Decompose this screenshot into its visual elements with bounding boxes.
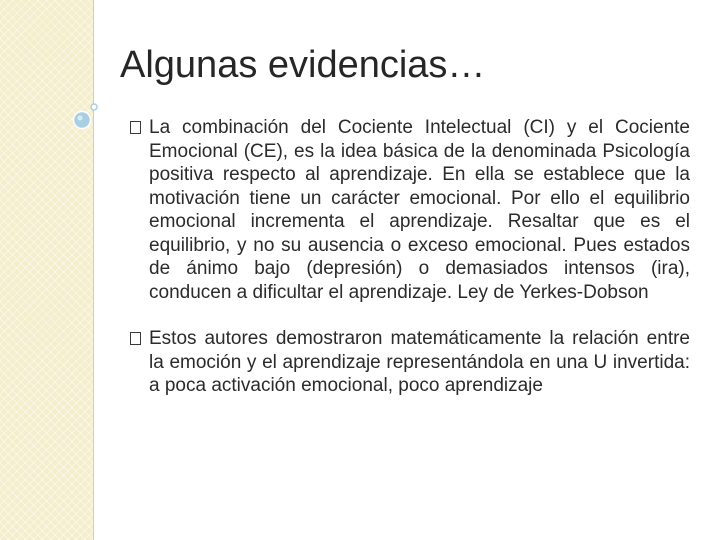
square-outline-icon	[130, 121, 141, 134]
side-band-divider	[93, 0, 94, 540]
bullet-text: La combinación del Cociente Intelectual (CI) y el Cociente Emocional (CE), es la idea básica de la denominada Psicología positiva respecto al aprendizaje. En ella se establece que la motivación tiene un carácter emocional. Por ello el equilibrio emocional incrementa el aprendizaje. Resaltar que es el equilibrio, y no su ausencia o exceso emocional. Pues estados de ánimo bajo (depresión) o demasiados intensos (ira), conducen a dificultar el aprendizaje. Ley de Yerkes-Dobson	[149, 117, 690, 303]
bullet-text: Estos autores demostraron matemáticamente la relación entre la emoción y el aprendizaje representándola en una U invertida: a poca activación emocional, poco aprendizaje	[149, 328, 690, 396]
bullet-item	[130, 116, 690, 304]
bubbles-ornament-icon	[72, 98, 108, 134]
bullet-item	[130, 327, 690, 398]
slide-title: Algunas evidencias…	[120, 44, 486, 86]
bullet-list	[130, 116, 690, 398]
square-outline-icon	[130, 332, 141, 345]
decorative-side-band	[0, 0, 93, 540]
